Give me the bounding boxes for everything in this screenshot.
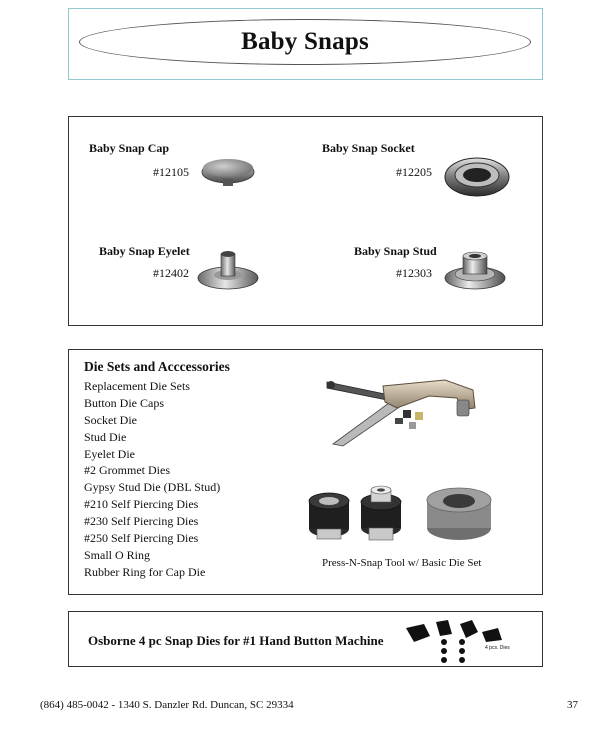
- snap-stud-number: #12303: [396, 266, 432, 280]
- list-item: Rubber Ring for Cap Die: [84, 564, 206, 579]
- die-sets-list: [84, 378, 220, 581]
- die-ring-icon: [424, 482, 494, 544]
- footer-contact: (864) 485-0042 - 1340 S. Danzler Rd. Duncan, SC 29334: [40, 699, 294, 711]
- snap-socket-number: #12205: [396, 165, 432, 179]
- four-piece-dies-icon: [404, 618, 508, 666]
- snap-eyelet-name: Baby Snap Eyelet: [99, 244, 190, 258]
- snap-socket-icon: [443, 153, 511, 199]
- die-sets-heading: Die Sets and Acccessories: [84, 359, 230, 374]
- list-item: Replacement Die Sets: [84, 379, 190, 393]
- page-number: 37: [567, 699, 578, 711]
- snap-cap-number: #12105: [153, 165, 189, 179]
- list-item: Small O Ring: [84, 547, 151, 562]
- tool-caption: Press-N-Snap Tool w/ Basic Die Set: [322, 557, 482, 569]
- snap-stud-icon: [443, 246, 507, 292]
- page-title: Baby Snaps: [241, 28, 369, 55]
- snap-stud-name: Baby Snap Stud: [354, 244, 437, 258]
- four-piece-dies-label: 4 pcs. Dies: [485, 645, 510, 651]
- snap-eyelet-icon: [196, 246, 260, 292]
- die-rubber-icon: [305, 485, 353, 541]
- list-item: Button Die Caps: [84, 395, 164, 410]
- list-item: Gypsy Stud Die (DBL Stud): [84, 480, 221, 495]
- list-item: Eyelet Die: [84, 446, 135, 461]
- list-item: Socket Die: [84, 412, 137, 427]
- press-n-snap-tool-icon: [325, 376, 485, 448]
- list-item: #250 Self Piercing Dies: [84, 531, 199, 546]
- snap-socket-name: Baby Snap Socket: [322, 141, 415, 155]
- snap-dies-label: Osborne 4 pc Snap Dies for #1 Hand Button Machine: [88, 633, 384, 648]
- list-item: #230 Self Piercing Dies: [84, 514, 199, 529]
- snap-cap-icon: [200, 153, 256, 189]
- die-stud-icon: [356, 484, 406, 544]
- list-item: #2 Grommet Dies: [84, 463, 170, 478]
- list-item: #210 Self Piercing Dies: [84, 497, 199, 512]
- snap-cap-name: Baby Snap Cap: [89, 141, 170, 155]
- list-item: Stud Die: [84, 429, 127, 444]
- snap-eyelet-number: #12402: [153, 266, 189, 280]
